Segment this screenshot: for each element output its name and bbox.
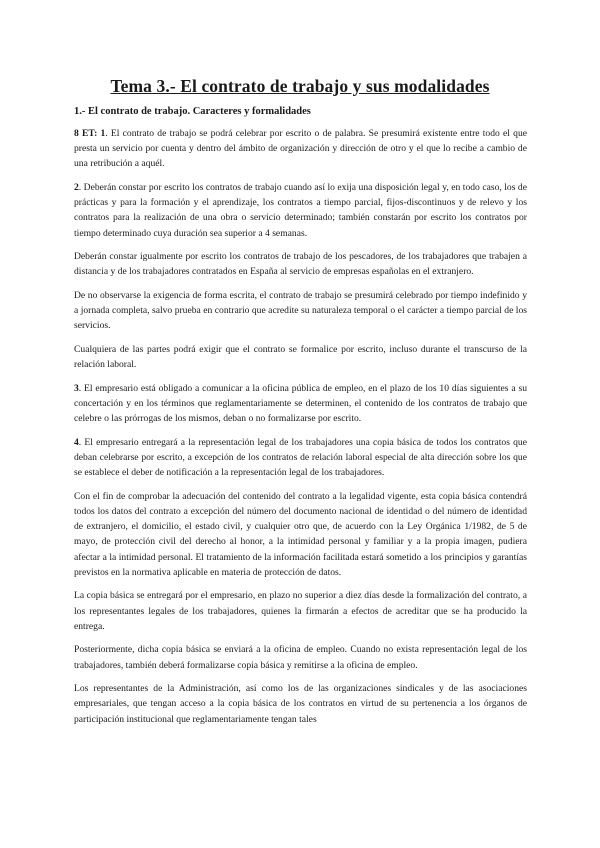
paragraph-lead: 4	[74, 436, 79, 448]
paragraph	[74, 180, 527, 241]
document-body	[74, 126, 527, 735]
paragraph-text: Con el fin de comprobar la adecuación del contenido del contrato a la legalidad vigente, esta copia básica contendrá todos los datos del contrato a excepción del número del documento nacional de identidad o del número de identidad de extranjero, el domicilio, el estado civil, y cualquier otro que, de acuerdo con la Ley Orgánica 1/1982, de 5 de mayo, de protección civil del derecho al honor, a la intimidad personal y familiar y a la propia imagen, pudiera afectar a la intimidad personal. El tratamiento de la información facilitada estará sometido a los principios y garantías previstos en la normativa aplicable en materia de protección de datos.	[74, 490, 527, 578]
paragraph-text: Cualquiera de las partes podrá exigir que el contrato se formalice por escrito, incluso durante el transcurso de la relación laboral.	[74, 344, 527, 371]
paragraph-text: . El empresario está obligado a comunicar a la oficina pública de empleo, en el plazo de los 10 días siguientes a su concertación y en los términos que reglamentariamente se determinen, el contenido de los contratos de trabajo que celebre o las prórrogas de los mismos, deban o no formalizarse por escrito.	[74, 382, 527, 425]
paragraph-text: . El empresario entregará a la representación legal de los trabajadores una copia básica de todos los contratos que deban celebrarse por escrito, a excepción de los contratos de relación laboral especial de alta dirección sobre los que se establece el deber de notificación a la representación legal de los trabajadores.	[74, 436, 527, 479]
paragraph-text: La copia básica se entregará por el empresario, en plazo no superior a diez días desde la formalización del contrato, a los representantes legales de los trabajadores, quienes la firmarán a efectos de acreditar que se ha producido la entrega.	[74, 590, 527, 632]
paragraph-lead: 2	[74, 182, 79, 193]
paragraph	[74, 489, 527, 580]
paragraph-lead: 3	[74, 382, 79, 394]
paragraph	[74, 126, 527, 172]
paragraph-lead: 8 ET: 1	[74, 128, 106, 139]
paragraph-text: . El contrato de trabajo se podrá celebrar por escrito o de palabra. Se presumirá existente entre todo el que presta un servicio por cuenta y dentro del ámbito de organización y dirección de otro y el que lo recibe a cambio de una retribución a aquél.	[74, 128, 527, 170]
page-title: Tema 3.- El contrato de trabajo y sus modalidades	[110, 76, 490, 96]
paragraph-text: De no observarse la exigencia de forma escrita, el contrato de trabajo se presumirá celebrado por tiempo indefinido y a jornada completa, salvo prueba en contrario que acredite su naturaleza temporal o el carácter a tiempo parcial de los servicios.	[74, 290, 527, 332]
paragraph-text: . Deberán constar por escrito los contratos de trabajo cuando así lo exija una disposición legal y, en todo caso, los de prácticas y para la formación y el aprendizaje, los contratos a tiempo parcial, fijos-discontinuos y de relevo y los contratos para la realización de una obra o servicio determinado; también constarán por escrito los contratos por tiempo determinado cuya duración sea superior a 4 semanas.	[74, 182, 527, 239]
paragraph	[74, 249, 527, 279]
paragraph-text: Los representantes de la Administración, así como los de las organizaciones sindicales y de las asociaciones empresariales, que tengan acceso a la copia básica de los contratos en virtud de su pertenencia a los órganos de participación institucional que reglamentariamente tengan tales	[74, 683, 527, 725]
paragraph	[74, 381, 527, 427]
section-heading: 1.- El contrato de trabajo. Caracteres y formalidades	[74, 106, 311, 117]
paragraph	[74, 435, 527, 481]
paragraph	[74, 288, 527, 334]
paragraph	[74, 342, 527, 372]
paragraph-text: Deberán constar igualmente por escrito los contratos de trabajo de los pescadores, de los trabajadores que trabajen a distancia y de los trabajadores contratados en España al servicio de empresas españolas en el extranjero.	[74, 251, 527, 278]
paragraph	[74, 642, 527, 672]
paragraph	[74, 681, 527, 727]
paragraph	[74, 588, 527, 634]
paragraph-text: Posteriormente, dicha copia básica se enviará a la oficina de empleo. Cuando no exista representación legal de los trabajadores, también deberá formalizarse copia básica y remitirse a la oficina de empleo.	[74, 644, 527, 671]
